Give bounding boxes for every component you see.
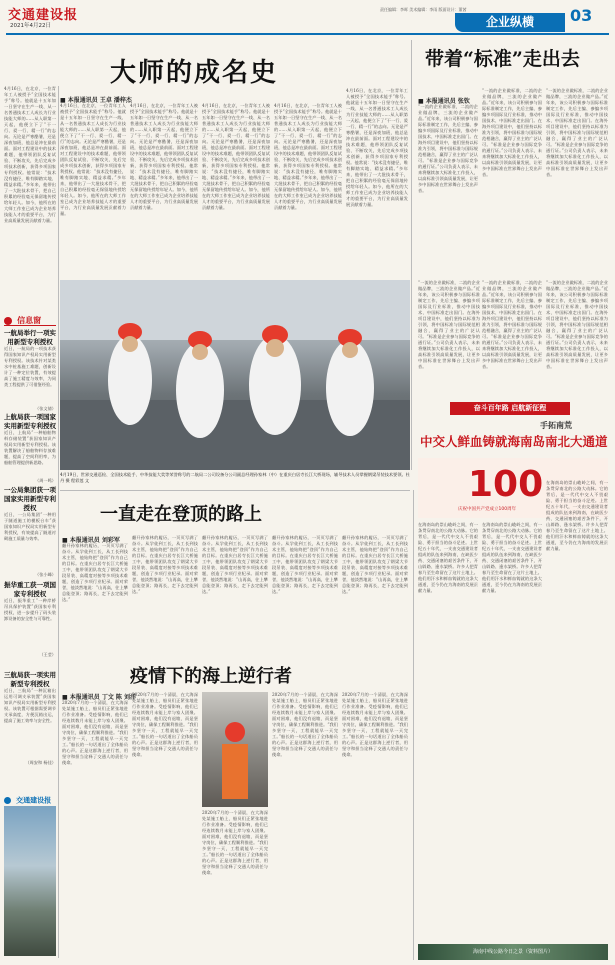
workers-illustration [60,280,410,470]
photo-caption: 4月19日，世界交通巡检、全国技术能手、中华技能大奖等荣誉称号的二航局二公司设备分公司副总经理孙家林（中）在重庆白居寺长江大桥现场，辅导技术人员掌握钢梁吊装技术要领。杜 丹 摄 程彩莲 文 [60,472,410,483]
sidebar-bottom-photo [4,806,56,956]
workers-photo [60,280,410,470]
masthead-rule [6,33,609,35]
byline-road: ■ 本报通讯员 刘彩军 [62,537,120,544]
byline-master: ■ 本报通讯员 王卓 潘梓杰 [60,97,132,104]
info-window-icon [4,317,12,325]
anniversary-caption: 庆祝中国共产党成立100周年 [458,507,517,512]
article-road-col4: 翻开孙家林的履历，一页页写满了奋斗。从学徒到工长，从工长到技术主管，他始终把“登顶”作为自己的目标。在重庆白居寺长江大桥施工中，他带领团队攻克了钢梁大节段吊装、高精度对接等多项技术难题，创造了多项行业纪录。面对荣誉，他淡然地说：“山再高，往上攀总能登顶；路再长，走下去定能到达。” [272,535,338,594]
page-number: 03 [570,6,593,25]
issue-date: 2021年4月22日 [10,23,51,29]
sidebar-item-byline: （王莹） [39,652,56,657]
section-banner [455,13,565,32]
sidebar-item-4 [4,580,56,658]
headline-sea: 疫情下的海上逆行者 [130,666,292,687]
headline-hainan: 中交人鲜血铸就海南岛南北大通道 [420,434,608,449]
byline-sea: ■ 本报通讯员 丁文 陈 刘洋 [62,694,137,701]
article-master-col5: 4月16日，在北京，一位青年工人被授予“全国技术能手”称号。他就是十五年如一日坚守在生产一线、从一名普通技术工人成长为行业技能大师的……从入职第一天起，他便立下了“干一行、爱一行、精一行”的志向。无论是严寒酷暑，还是深夜加班，他总是冲在最前面。面对工程建设中的技术难题，他带领团队反复试验、不断攻关，先后完成多项技术创新，获得多项国家专利授权。他常说：“技术没有捷径，唯有脚踏实地、精益求精。”多年来，他带出了一大批技术骨干，把自己积累的经验毫无保留地传授给年轻人。如今，他所在的大师工作室已成为企业培养技能人才的重要平台，为行业高质量发展贡献着力量。 [346,88,408,207]
article-hainan-col2: 在海南岛的崇山峻岭之间，有一条贯穿南北的公路大动脉。它的背后，是一代代中交人不畏艰险、勇于担当的奋斗足迹。上世纪五十年代，一支由交通建设者组成的队伍来到海南，在缺医少药、交通闭塞的艰苦条件下，开山辟路、逢水架桥。许多人把青春乃至生命留在了这片土地上。他们用汗水和鲜血铸就的这条大通道，至今仍在为海南的发展贡献力量。 [482,522,542,593]
newspaper-logo: 交通建设报 [8,8,79,23]
article-master-col3: 4月16日，在北京，一位青年工人被授予“全国技术能手”称号。他就是十五年如一日坚守在生产一线、从一名普通技术工人成长为行业技能大师的……从入职第一天起，他便立下了“干一行、爱一行、精一行”的志向。无论是严寒酷暑，还是深夜加班，他总是冲在最前面。面对工程建设中的技术难题，他带领团队反复试验、不断攻关，先后完成多项技术创新，获得多项国家专利授权。他常说：“技术没有捷径，唯有脚踏实地、精益求精。”多年来，他带出了一大批技术骨干，把自己积累的经验毫无保留地传授给年轻人。如今，他所在的大师工作室已成为企业培养技能人才的重要平台，为行业高质量发展贡献着力量。 [202,103,270,210]
article-road-col5: 翻开孙家林的履历，一页页写满了奋斗。从学徒到工长，从工长到技术主管，他始终把“登顶”作为自己的目标。在重庆白居寺长江大桥施工中，他带领团队攻克了钢梁大节段吊装、高精度对接等多项技术难题，创造了多项行业纪录。面对荣誉，他淡然地说：“山再高，往上攀总能登顶；路再长，走下去定能到达。” [342,535,408,594]
article-road-col3: 翻开孙家林的履历，一页页写满了奋斗。从学徒到工长，从工长到技术主管，他始终把“登顶”作为自己的目标。在重庆白居寺长江大桥施工中，他带领团队攻克了钢梁大节段吊装、高精度对接等多项技术难题，创造了多项行业纪录。面对荣誉，他淡然地说：“山再高，往上攀总能登顶；路再长，走下去定能到达。” [202,535,268,594]
sea-workers-illustration [202,692,268,807]
hainan-author: 手拓南荒 [540,421,572,430]
sidebar-banner-text: 交通建设报 [16,796,52,805]
hainan-kicker: 奋斗百年路 启航新征程 [473,404,547,412]
article-standard-col5: “一流的企业做标准，二流的企业做品牌，三流的企业做产品。”近年来，该公司积极参与国际标准制定工作，先后主编、参编多项国际及行业标准，推动中国技术、中国标准走出国门。在海外项目建设中，他们坚持以标准为引领，将中国标准与国际规范相融合，赢得了业主的广泛认可。“标准是企业参与国际竞争的通行证。”公司负责人表示，未来将继续加大标准化工作投入，以高标准引领高质量发展，让更多中国标准在世界舞台上发出声音。 [482,280,542,369]
sea-photo [202,692,268,807]
logo-icon [4,797,11,804]
info-window-title: 信息窗 [17,316,42,325]
sidebar-lead-text: 4月16日，在北京，一位青年工人被授予“全国技术能手”称号。他就是十五年如一日坚守在生产一线、从一名普通技术工人成长为行业技能大师的……从入职第一天起，他便立下了“干一行、爱一行、精一行”的志向。无论是严寒酷暑，还是深夜加班，他总是冲在最前面。面对工程建设中的技术难题，他带领团队反复试验、不断攻关，先后完成多项技术创新，获得多项国家专利授权。他常说：“技术没有捷径，唯有脚踏实地、精益求精。”多年来，他带出了一大批技术骨干，把自己积累的经验毫无保留地传授给年轻人。如今，他所在的大师工作室已成为企业培养技能人才的重要平台，为行业高质量发展贡献着力量。 [4,86,56,223]
hainan-footer-caption: 海南中线公路今日之景（资料图片） [472,949,553,955]
anniversary-number [468,462,558,511]
sidebar-item-title: 一航局举行一项实用新型专利授权 [4,329,56,346]
article-sea-col3: 2020年7月的一个清晨，在大海深处某施工船上，船员们正紧张地进行作业准备。受疫情影响，他们已经连续数月未能上岸与家人团聚。面对困难，他们没有退缩，而是坚守岗位，确保工程顺利推进。“我们多坚守一天，工程就能早一天完工。”船长的一句话道出了全体船员的心声。正是这群海上逆行者，用坚守和担当诠释了交通人的责任与使命。 [202,810,268,875]
sidebar-item-byline: （周安和 杨佳） [25,760,56,765]
sidebar-item-5 [4,670,56,766]
sidebar-item-title: 振华重工获一项国家专利授权 [4,581,56,598]
sidebar-item-1 [4,328,56,412]
headline-master: 大师的成名史 [110,58,279,88]
article-master-col2: 4月16日，在北京，一位青年工人被授予“全国技术能手”称号。他就是十五年如一日坚守在生产一线、从一名普通技术工人成长为行业技能大师的……从入职第一天起，他便立下了“干一行、爱一行、精一行”的志向。无论是严寒酷暑，还是深夜加班，他总是冲在最前面。面对工程建设中的技术难题，他带领团队反复试验、不断攻关，先后完成多项技术创新，获得多项国家专利授权。他常说：“技术没有捷径，唯有脚踏实地、精益求精。”多年来，他带出了一大批技术骨干，把自己积累的经验毫无保留地传授给年轻人。如今，他所在的大师工作室已成为企业培养技能人才的重要平台，为行业高质量发展贡献着力量。 [130,103,198,210]
article-master-col4: 4月16日，在北京，一位青年工人被授予“全国技术能手”称号。他就是十五年如一日坚守在生产一线、从一名普通技术工人成长为行业技能大师的……从入职第一天起，他便立下了“干一行、爱一行、精一行”的志向。无论是严寒酷暑，还是深夜加班，他总是冲在最前面。面对工程建设中的技术难题，他带领团队反复试验、不断攻关，先后完成多项技术创新，获得多项国家专利授权。他常说：“技术没有捷径，唯有脚踏实地、精益求精。”多年来，他带出了一大批技术骨干，把自己积累的经验毫无保留地传授给年轻人。如今，他所在的大师工作室已成为企业培养技能人才的重要平台，为行业高质量发展贡献着力量。 [274,103,342,210]
article-road-col2: 翻开孙家林的履历，一页页写满了奋斗。从学徒到工长，从工长到技术主管，他始终把“登顶”作为自己的目标。在重庆白居寺长江大桥施工中，他带领团队攻克了钢梁大节段吊装、高精度对接等多项技术难题，创造了多项行业纪录。面对荣誉，他淡然地说：“山再高，往上攀总能登顶；路再长，走下去定能到达。” [132,535,198,594]
sidebar-item-byline: （张文倩） [35,406,56,411]
sidebar-item-body: 近日，上航局“一种船舶物料存储装置”获国家知识产权局实用新型专利授权。该装置解决了船舶物料存放难题，提高了空间利用率，为船舶管理提供新思路。 [4,430,56,465]
article-standard-col6: “一流的企业做标准，二流的企业做品牌，三流的企业做产品。”近年来，该公司积极参与国际标准制定工作，先后主编、参编多项国际及行业标准，推动中国技术、中国标准走出国门。在海外项目建设中，他们坚持以标准为引领，将中国标准与国际规范相融合，赢得了业主的广泛认可。“标准是企业参与国际竞争的通行证。”公司负责人表示，未来将继续加大标准化工作投入，以高标准引领高质量发展，让更多中国标准在世界舞台上发出声音。 [546,280,608,369]
sidebar-item-body: 近日，振华重工“一种岸桥吊具保护装置”获国家专利授权，进一步提升了码头装卸设备的安全性与可靠性。 [4,598,56,621]
sidebar-item-title: 上航局获一项国家实用新型专利授权 [4,413,56,430]
masthead [0,0,615,34]
sidebar-item-title: 一公局集团获一项国家实用新型专利授权 [4,486,56,512]
article-master-col1: 4月16日，在北京，一位青年工人被授予“全国技术能手”称号。他就是十五年如一日坚守在生产一线、从一名普通技术工人成长为行业技能大师的……从入职第一天起，他便立下了“干一行、爱一行、精一行”的志向。无论是严寒酷暑，还是深夜加班，他总是冲在最前面。面对工程建设中的技术难题，他带领团队反复试验、不断攻关，先后完成多项技术创新，获得多项国家专利授权。他常说：“技术没有捷径，唯有脚踏实地、精益求精。”多年来，他带出了一大批技术骨干，把自己积累的经验毫无保留地传授给年轻人。如今，他所在的大师工作室已成为企业培养技能人才的重要平台，为行业高质量发展贡献着力量。 [60,103,126,216]
byline-standard: ■ 本报通讯员 张钦 [418,98,470,105]
sidebar-item-title: 三航局获一项实用新型专利授权 [4,671,56,688]
article-standard-col3: “一流的企业做标准，二流的企业做品牌，三流的企业做产品。”近年来，该公司积极参与国际标准制定工作，先后主编、参编多项国际及行业标准，推动中国技术、中国标准走出国门。在海外项目建设中，他们坚持以标准为引领，将中国标准与国际规范相融合，赢得了业主的广泛认可。“标准是企业参与国际竞争的通行证。”公司负责人表示，未来将继续加大标准化工作投入，以高标准引领高质量发展，让更多中国标准在世界舞台上发出声音。 [546,88,608,177]
editor-credits: 责任编辑：李晖 美术编辑：李雨 版面设计：董茜 [380,7,467,12]
sidebar-item-2 [4,412,56,484]
centenary-emblem-icon [468,462,558,502]
info-window-header [4,310,56,324]
sidebar-item-byline: （张小峰） [35,572,56,577]
article-hainan-col1: 在海南岛的崇山峻岭之间，有一条贯穿南北的公路大动脉。它的背后，是一代代中交人不畏艰险、勇于担当的奋斗足迹。上世纪五十年代，一支由交通建设者组成的队伍来到海南，在缺医少药、交通闭塞的艰苦条件下，开山辟路、逢水架桥。许多人把青春乃至生命留在了这片土地上。他们用汗水和鲜血铸就的这条大通道，至今仍在为海南的发展贡献力量。 [418,522,478,593]
sidebar-item-3 [4,485,56,578]
article-sea-col4: 2020年7月的一个清晨，在大海深处某施工船上，船员们正紧张地进行作业准备。受疫情影响，他们已经连续数月未能上岸与家人团聚。面对困难，他们没有退缩，而是坚守岗位，确保工程顺利推进。“我们多坚守一天，工程就能早一天完工。”船长的一句话道出了全体船员的心声。正是这群海上逆行者，用坚守和担当诠释了交通人的责任与使命。 [272,692,338,757]
sidebar-item-body: 近日，三航局“一种沉箱出运用可调支承装置”获国家知识产权局实用新型专利授权。该装置可根据需要调节支承高度，方便沉箱出运，提高了施工效率与安全性。 [4,688,56,723]
sidebar-item-byline: （周一鸣） [35,478,56,483]
section-title: 企业纵横 [485,15,534,29]
headline-standard: 带着“标准”走出去 [425,48,580,70]
article-standard-col1: “一流的企业做标准，二流的企业做品牌，三流的企业做产品。”近年来，该公司积极参与国际标准制定工作，先后主编、参编多项国际及行业标准，推动中国技术、中国标准走出国门。在海外项目建设中，他们坚持以标准为引领，将中国标准与国际规范相融合，赢得了业主的广泛认可。“标准是企业参与国际竞争的通行证。”公司负责人表示，未来将继续加大标准化工作投入，以高标准引领高质量发展，让更多中国标准在世界舞台上发出声音。 [418,104,478,193]
hainan-footer-strip [418,944,608,960]
headline-road: 一直走在登顶的路上 [100,504,262,525]
article-sea-col5: 2020年7月的一个清晨，在大海深处某施工船上，船员们正紧张地进行作业准备。受疫情影响，他们已经连续数月未能上岸与家人团聚。面对困难，他们没有退缩，而是坚守岗位，确保工程顺利推进。“我们多坚守一天，工程就能早一天完工。”船长的一句话道出了全体船员的心声。正是这群海上逆行者，用坚守和担当诠释了交通人的责任与使命。 [342,692,408,757]
article-standard-col2: “一流的企业做标准，二流的企业做品牌，三流的企业做产品。”近年来，该公司积极参与国际标准制定工作，先后主编、参编多项国际及行业标准，推动中国技术、中国标准走出国门。在海外项目建设中，他们坚持以标准为引领，将中国标准与国际规范相融合，赢得了业主的广泛认可。“标准是企业参与国际竞争的通行证。”公司负责人表示，未来将继续加大标准化工作投入，以高标准引领高质量发展，让更多中国标准在世界舞台上发出声音。 [482,88,542,177]
sidebar-bottom-banner [4,790,56,804]
article-road-col1: 翻开孙家林的履历，一页页写满了奋斗。从学徒到工长，从工长到技术主管，他始终把“登顶”作为自己的目标。在重庆白居寺长江大桥施工中，他带领团队攻克了钢梁大节段吊装、高精度对接等多项技术难题，创造了多项行业纪录。面对荣誉，他淡然地说：“山再高，往上攀总能登顶；路再长，走下去定能到达。” [62,543,128,602]
article-sea-col1: 2020年7月的一个清晨，在大海深处某施工船上，船员们正紧张地进行作业准备。受疫情影响，他们已经连续数月未能上岸与家人团聚。面对困难，他们没有退缩，而是坚守岗位，确保工程顺利推进。“我们多坚守一天，工程就能早一天完工。”船长的一句话道出了全体船员的心声。正是这群海上逆行者，用坚守和担当诠释了交通人的责任与使命。 [62,700,128,765]
sidebar-item-body: 近日，一公局集团“一种用于隧道施工的模板台车”获国家知识产权局实用新型专利授权，有效提高了隧道衬砌施工质量与效率。 [4,512,56,541]
hainan-kicker-banner [450,402,570,415]
article-standard-col4: “一流的企业做标准，二流的企业做品牌，三流的企业做产品。”近年来，该公司积极参与国际标准制定工作，先后主编、参编多项国际及行业标准，推动中国技术、中国标准走出国门。在海外项目建设中，他们坚持以标准为引领，将中国标准与国际规范相融合，赢得了业主的广泛认可。“标准是企业参与国际竞争的通行证。”公司负责人表示，未来将继续加大标准化工作投入，以高标准引领高质量发展，让更多中国标准在世界舞台上发出声音。 [418,280,480,369]
article-hainan-col3: 在海南岛的崇山峻岭之间，有一条贯穿南北的公路大动脉。它的背后，是一代代中交人不畏艰险、勇于担当的奋斗足迹。上世纪五十年代，一支由交通建设者组成的队伍来到海南，在缺医少药、交通闭塞的艰苦条件下，开山辟路、逢水架桥。许多人把青春乃至生命留在了这片土地上。他们用汗水和鲜血铸就的这条大通道，至今仍在为海南的发展贡献力量。 [546,480,608,551]
svg-text:100: 100 [468,464,544,502]
article-sea-col2: 2020年7月的一个清晨，在大海深处某施工船上，船员们正紧张地进行作业准备。受疫情影响，他们已经连续数月未能上岸与家人团聚。面对困难，他们没有退缩，而是坚守岗位，确保工程顺利推进。“我们多坚守一天，工程就能早一天完工。”船长的一句话道出了全体船员的心声。正是这群海上逆行者，用坚守和担当诠释了交通人的责任与使命。 [132,692,198,757]
sidebar-item-body: 近日，一航局的一项技术获得国家知识产权局实用新型专利授权。该技术针对某类水中桩基施工难题，创新设计了一种定位装置，有效提高了施工精度与效率，为同类工程提供了可借鉴经验。 [4,346,56,387]
